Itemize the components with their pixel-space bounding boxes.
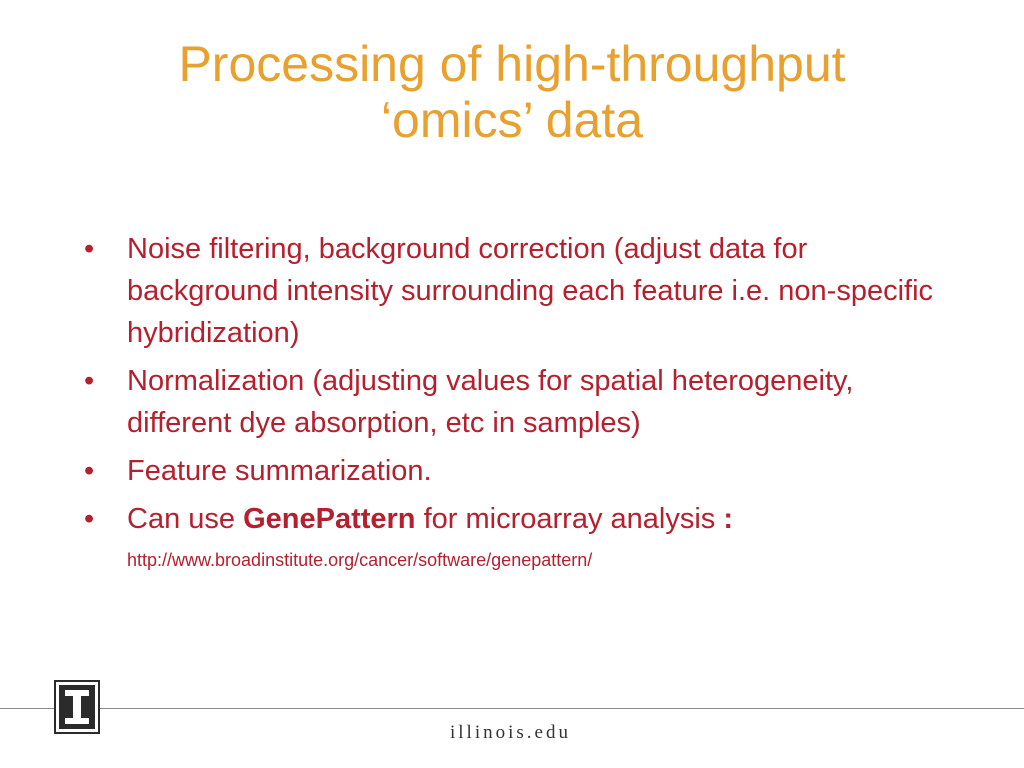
bullet-colon: : xyxy=(723,503,734,535)
slide-title xyxy=(60,36,964,148)
bullet-marker: • xyxy=(84,455,95,487)
bullet-text: Noise filtering, background correction (adjust data for background intensity surrounding each feature i.e. non-specific hybridization) xyxy=(127,233,934,349)
footer-site-name: illinois.edu xyxy=(450,722,571,743)
bullet-marker: • xyxy=(84,503,95,535)
footer-divider xyxy=(0,708,1024,709)
bullet-item xyxy=(84,228,954,354)
genepattern-label: GenePattern xyxy=(243,503,416,535)
bullet-text: Feature summarization. xyxy=(127,455,432,487)
title-line-1: Processing of high-throughput xyxy=(178,36,846,92)
title-line-2: ‘omics’ data xyxy=(380,92,644,148)
bullet-marker: • xyxy=(84,233,95,265)
bullet-item xyxy=(84,360,954,444)
bullet-list xyxy=(84,228,954,572)
bullet-item xyxy=(84,450,954,492)
bullet-item xyxy=(84,498,954,572)
bullet-text-prefix: Can use xyxy=(127,503,244,535)
genepattern-url[interactable]: http://www.broadinstitute.org/cancer/software/genepattern/ xyxy=(127,550,593,570)
bullet-text: Normalization (adjusting values for spatial heterogeneity, different dye absorption, etc in samples) xyxy=(127,365,854,439)
bullet-text-middle: for microarray analysis xyxy=(415,503,724,535)
illinois-logo-icon xyxy=(54,680,100,734)
bullet-marker: • xyxy=(84,365,95,397)
